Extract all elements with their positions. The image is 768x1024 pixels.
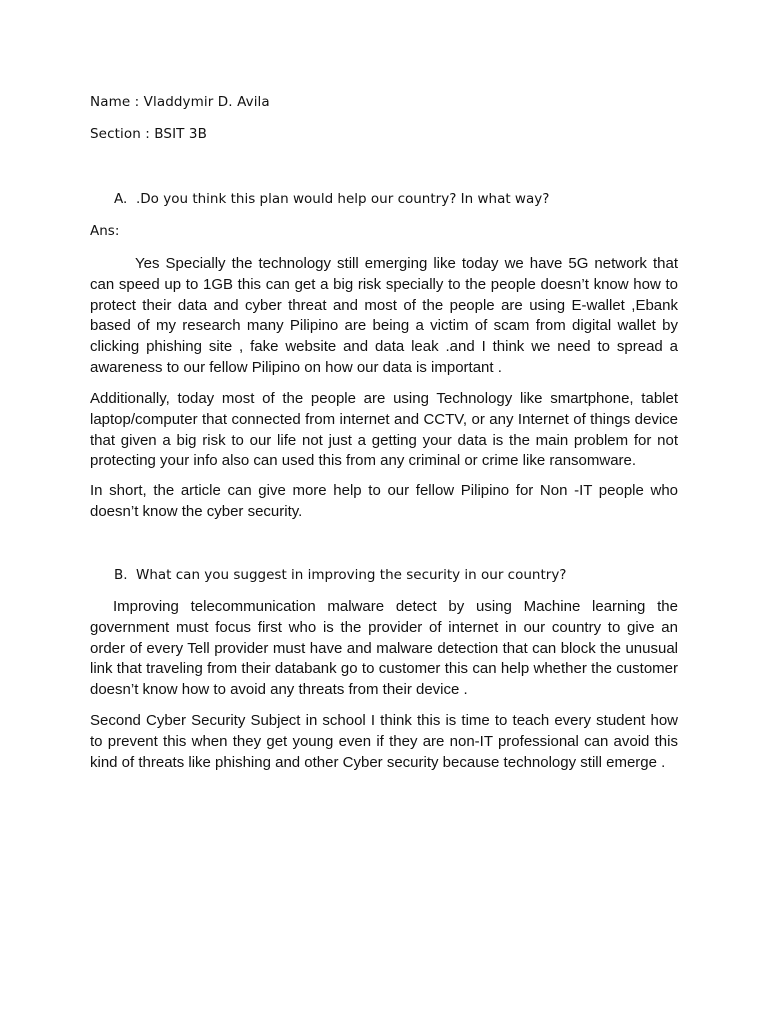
question-a <box>114 191 549 207</box>
answer-a-paragraph-1: Yes Specially the technology still emerging like today we have 5G network that can speed up to 1GB this can get a big risk specially to the people doesn’t know how to protect their data and cyber threat and most of the people are using E-wallet ,Ebank based of my research many Pilipino are being a victim of scam from digital wallet by clicking phishing site , fake website and data leak .and I think we need to spread a awareness to our fellow Pilipino on how our data is important . <box>90 255 678 376</box>
question-b <box>114 567 566 583</box>
question-a-text: .Do you think this plan would help our country? In what way? <box>136 191 550 207</box>
answer-label: Ans: <box>90 223 120 239</box>
answer-a-paragraph-3: In short, the article can give more help to our fellow Pilipino for Non -IT people who doesn’t know the cyber security. <box>90 482 678 520</box>
question-b-text: What can you suggest in improving the security in our country? <box>136 567 567 583</box>
answer-a-paragraph-2: Additionally, today most of the people are using Technology like smartphone, tablet laptop/computer that connected from internet and CCTV, or any Internet of things device that given a big risk to our life not just a getting your data is the main problem for not protecting your info also can used this from any criminal or crime like ransomware. <box>90 390 678 470</box>
question-b-marker: B. <box>114 567 128 583</box>
student-name: Name : Vladdymir D. Avila <box>90 94 270 110</box>
answer-b-paragraph-2: Second Cyber Security Subject in school I think this is time to teach every student how to prevent this when they get young even if they are non-IT professional can avoid this kind of threats like phishing and other Cyber security because technology still emerge . <box>90 712 678 771</box>
answer-b-paragraph-1: Improving telecommunication malware detect by using Machine learning the government must focus first who is the provider of internet in our country to give an order of every Tell provider must have and malware detection that can block the unusual link that traveling from their databank go to customer this can help whether the customer doesn’t know how to avoid any threats from their device . <box>90 598 678 699</box>
question-a-marker: A. <box>114 191 128 207</box>
student-section: Section : BSIT 3B <box>90 126 207 142</box>
